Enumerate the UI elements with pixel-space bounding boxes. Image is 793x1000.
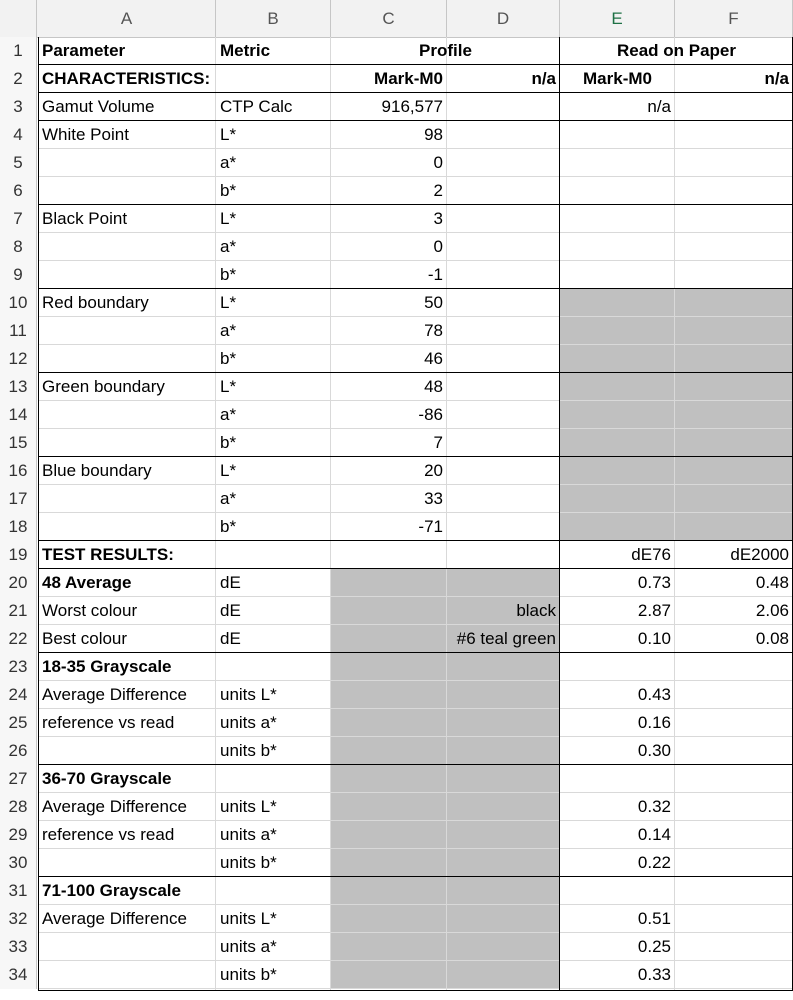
- row-header-25[interactable]: 25: [0, 709, 37, 737]
- row-header-34[interactable]: 34: [0, 961, 37, 989]
- cell-a32[interactable]: Average Difference: [42, 909, 187, 928]
- column-header-c[interactable]: C: [331, 0, 447, 37]
- cell-c6[interactable]: 2: [433, 181, 443, 200]
- cell-e32[interactable]: 0.51: [637, 909, 671, 928]
- cell-a29[interactable]: reference vs read: [42, 825, 175, 844]
- cell-a3[interactable]: Gamut Volume: [42, 97, 155, 116]
- cell-b15[interactable]: b*: [220, 433, 237, 452]
- cell-f2[interactable]: n/a: [764, 69, 789, 88]
- cell-b33[interactable]: units a*: [220, 937, 277, 956]
- cell-e34[interactable]: 0.33: [637, 965, 671, 984]
- gridline-horizontal: [38, 988, 793, 989]
- cell-b7[interactable]: L*: [220, 209, 237, 228]
- cell-e20[interactable]: 0.73: [637, 573, 671, 592]
- cell-a7[interactable]: Black Point: [42, 209, 128, 228]
- cell-c11[interactable]: 78: [424, 321, 443, 340]
- cell-c12[interactable]: 46: [424, 349, 443, 368]
- row-header-27[interactable]: 27: [0, 765, 37, 793]
- cell-b10[interactable]: L*: [220, 293, 237, 312]
- cell-b20[interactable]: dE: [220, 573, 241, 592]
- row-header-8[interactable]: 8: [0, 233, 37, 261]
- cell-a20[interactable]: 48 Average: [42, 573, 132, 592]
- row-header-32[interactable]: 32: [0, 905, 37, 933]
- row-header-24[interactable]: 24: [0, 681, 37, 709]
- row-header-5[interactable]: 5: [0, 149, 37, 177]
- cell-a31[interactable]: 71-100 Grayscale: [42, 881, 181, 900]
- cell-e25[interactable]: 0.16: [637, 713, 671, 732]
- cell-e33[interactable]: 0.25: [637, 937, 671, 956]
- row-header-17[interactable]: 17: [0, 485, 37, 513]
- cell-b3[interactable]: CTP Calc: [220, 97, 293, 116]
- cell-a1[interactable]: Parameter: [42, 41, 126, 60]
- cell-e30[interactable]: 0.22: [637, 853, 671, 872]
- cell-e29[interactable]: 0.14: [637, 825, 671, 844]
- cell-b32[interactable]: units L*: [220, 909, 277, 928]
- row-header-23[interactable]: 23: [0, 653, 37, 681]
- cell-a10[interactable]: Red boundary: [42, 293, 149, 312]
- cell-b25[interactable]: units a*: [220, 713, 277, 732]
- cell-e3[interactable]: n/a: [647, 97, 671, 116]
- cell-b24[interactable]: units L*: [220, 685, 277, 704]
- cell-e2[interactable]: Mark-M0: [583, 69, 652, 88]
- row-header-28[interactable]: 28: [0, 793, 37, 821]
- cell-b1[interactable]: Metric: [220, 41, 271, 60]
- row-header-14[interactable]: 14: [0, 401, 37, 429]
- cell-e22[interactable]: 0.10: [637, 629, 671, 648]
- column-header-a[interactable]: A: [38, 0, 216, 37]
- cell-b16[interactable]: L*: [220, 461, 237, 480]
- cell-b6[interactable]: b*: [220, 181, 237, 200]
- cell-c10[interactable]: 50: [424, 293, 443, 312]
- cell-b22[interactable]: dE: [220, 629, 241, 648]
- shaded-range-1: [560, 289, 793, 541]
- column-header-e[interactable]: E: [560, 0, 675, 37]
- block-border-horizontal: [38, 990, 793, 991]
- cell-a23[interactable]: 18-35 Grayscale: [42, 657, 172, 676]
- row-header-9[interactable]: 9: [0, 261, 37, 289]
- row-header-30[interactable]: 30: [0, 849, 37, 877]
- row-header-31[interactable]: 31: [0, 877, 37, 905]
- row-header-18[interactable]: 18: [0, 513, 37, 541]
- row-header-33[interactable]: 33: [0, 933, 37, 961]
- cell-e24[interactable]: 0.43: [637, 685, 671, 704]
- row-header-19[interactable]: 19: [0, 541, 37, 569]
- cell-f19[interactable]: dE2000: [730, 545, 789, 564]
- cell-b30[interactable]: units b*: [220, 853, 277, 872]
- cell-b29[interactable]: units a*: [220, 825, 277, 844]
- cell-c3[interactable]: 916,577: [381, 97, 443, 116]
- cell-a4[interactable]: White Point: [42, 125, 129, 144]
- cell-a25[interactable]: reference vs read: [42, 713, 175, 732]
- cell-c9[interactable]: -1: [427, 265, 443, 284]
- cell-a21[interactable]: Worst colour: [42, 601, 138, 620]
- cell-c2[interactable]: Mark-M0: [374, 69, 443, 88]
- cell-b34[interactable]: units b*: [220, 965, 277, 984]
- cell-b28[interactable]: units L*: [220, 797, 277, 816]
- cell-c7[interactable]: 3: [433, 209, 443, 228]
- cell-a2[interactable]: CHARACTERISTICS:: [42, 69, 211, 88]
- row-header-20[interactable]: 20: [0, 569, 37, 597]
- cell-f21[interactable]: 2.06: [755, 601, 789, 620]
- row-header-16[interactable]: 16: [0, 457, 37, 485]
- cell-d21[interactable]: black: [516, 601, 556, 620]
- cell-b4[interactable]: L*: [220, 125, 237, 144]
- cell-c14[interactable]: -86: [418, 405, 443, 424]
- row-header-11[interactable]: 11: [0, 317, 37, 345]
- cell-c18[interactable]: -71: [418, 517, 443, 536]
- cell-c4[interactable]: 98: [424, 125, 443, 144]
- column-header-b[interactable]: B: [216, 0, 331, 37]
- cell-b17[interactable]: a*: [220, 489, 237, 508]
- cell-b14[interactable]: a*: [220, 405, 237, 424]
- cell-e28[interactable]: 0.32: [637, 797, 671, 816]
- cell-a24[interactable]: Average Difference: [42, 685, 187, 704]
- column-header-d[interactable]: D: [447, 0, 560, 37]
- cell-a22[interactable]: Best colour: [42, 629, 128, 648]
- row-header-29[interactable]: 29: [0, 821, 37, 849]
- cell-d22[interactable]: #6 teal green: [456, 629, 556, 648]
- cell-b11[interactable]: a*: [220, 321, 237, 340]
- gridline-horizontal: [38, 960, 793, 961]
- row-header-7[interactable]: 7: [0, 205, 37, 233]
- cell-b8[interactable]: a*: [220, 237, 237, 256]
- cell-b12[interactable]: b*: [220, 349, 237, 368]
- cell-b21[interactable]: dE: [220, 601, 241, 620]
- row-header-6[interactable]: 6: [0, 177, 37, 205]
- cell-d2[interactable]: n/a: [531, 69, 556, 88]
- cell-c17[interactable]: 33: [424, 489, 443, 508]
- row-header-15[interactable]: 15: [0, 429, 37, 457]
- row-header-21[interactable]: 21: [0, 597, 37, 625]
- select-all-corner[interactable]: [0, 0, 37, 37]
- cell-b9[interactable]: b*: [220, 265, 237, 284]
- cell-c16[interactable]: 20: [424, 461, 443, 480]
- cell-e21[interactable]: 2.87: [637, 601, 671, 620]
- row-header-4[interactable]: 4: [0, 121, 37, 149]
- cell-c5[interactable]: 0: [433, 153, 443, 172]
- row-header-3[interactable]: 3: [0, 93, 37, 121]
- column-header-f[interactable]: F: [675, 0, 793, 37]
- row-header-22[interactable]: 22: [0, 625, 37, 653]
- row-header-10[interactable]: 10: [0, 289, 37, 317]
- cell-e19[interactable]: dE76: [631, 545, 671, 564]
- cell-c1[interactable]: Profile: [419, 41, 472, 60]
- cell-c13[interactable]: 48: [424, 377, 443, 396]
- cell-b26[interactable]: units b*: [220, 741, 277, 760]
- cell-b5[interactable]: a*: [220, 153, 237, 172]
- row-header-1[interactable]: 1: [0, 37, 37, 65]
- row-header-2[interactable]: 2: [0, 65, 37, 93]
- cell-a16[interactable]: Blue boundary: [42, 461, 152, 480]
- cell-a28[interactable]: Average Difference: [42, 797, 187, 816]
- cell-f22[interactable]: 0.08: [755, 629, 789, 648]
- row-header-26[interactable]: 26: [0, 737, 37, 765]
- cell-a13[interactable]: Green boundary: [42, 377, 165, 396]
- cell-e1[interactable]: Read on Paper: [616, 41, 737, 60]
- cell-f20[interactable]: 0.48: [755, 573, 789, 592]
- row-header-12[interactable]: 12: [0, 345, 37, 373]
- cell-c15[interactable]: 7: [433, 433, 443, 452]
- cell-b18[interactable]: b*: [220, 517, 237, 536]
- cell-c8[interactable]: 0: [433, 237, 443, 256]
- cell-e26[interactable]: 0.30: [637, 741, 671, 760]
- cell-b13[interactable]: L*: [220, 377, 237, 396]
- row-header-13[interactable]: 13: [0, 373, 37, 401]
- cell-a19[interactable]: TEST RESULTS:: [42, 545, 174, 564]
- cell-a27[interactable]: 36-70 Grayscale: [42, 769, 172, 788]
